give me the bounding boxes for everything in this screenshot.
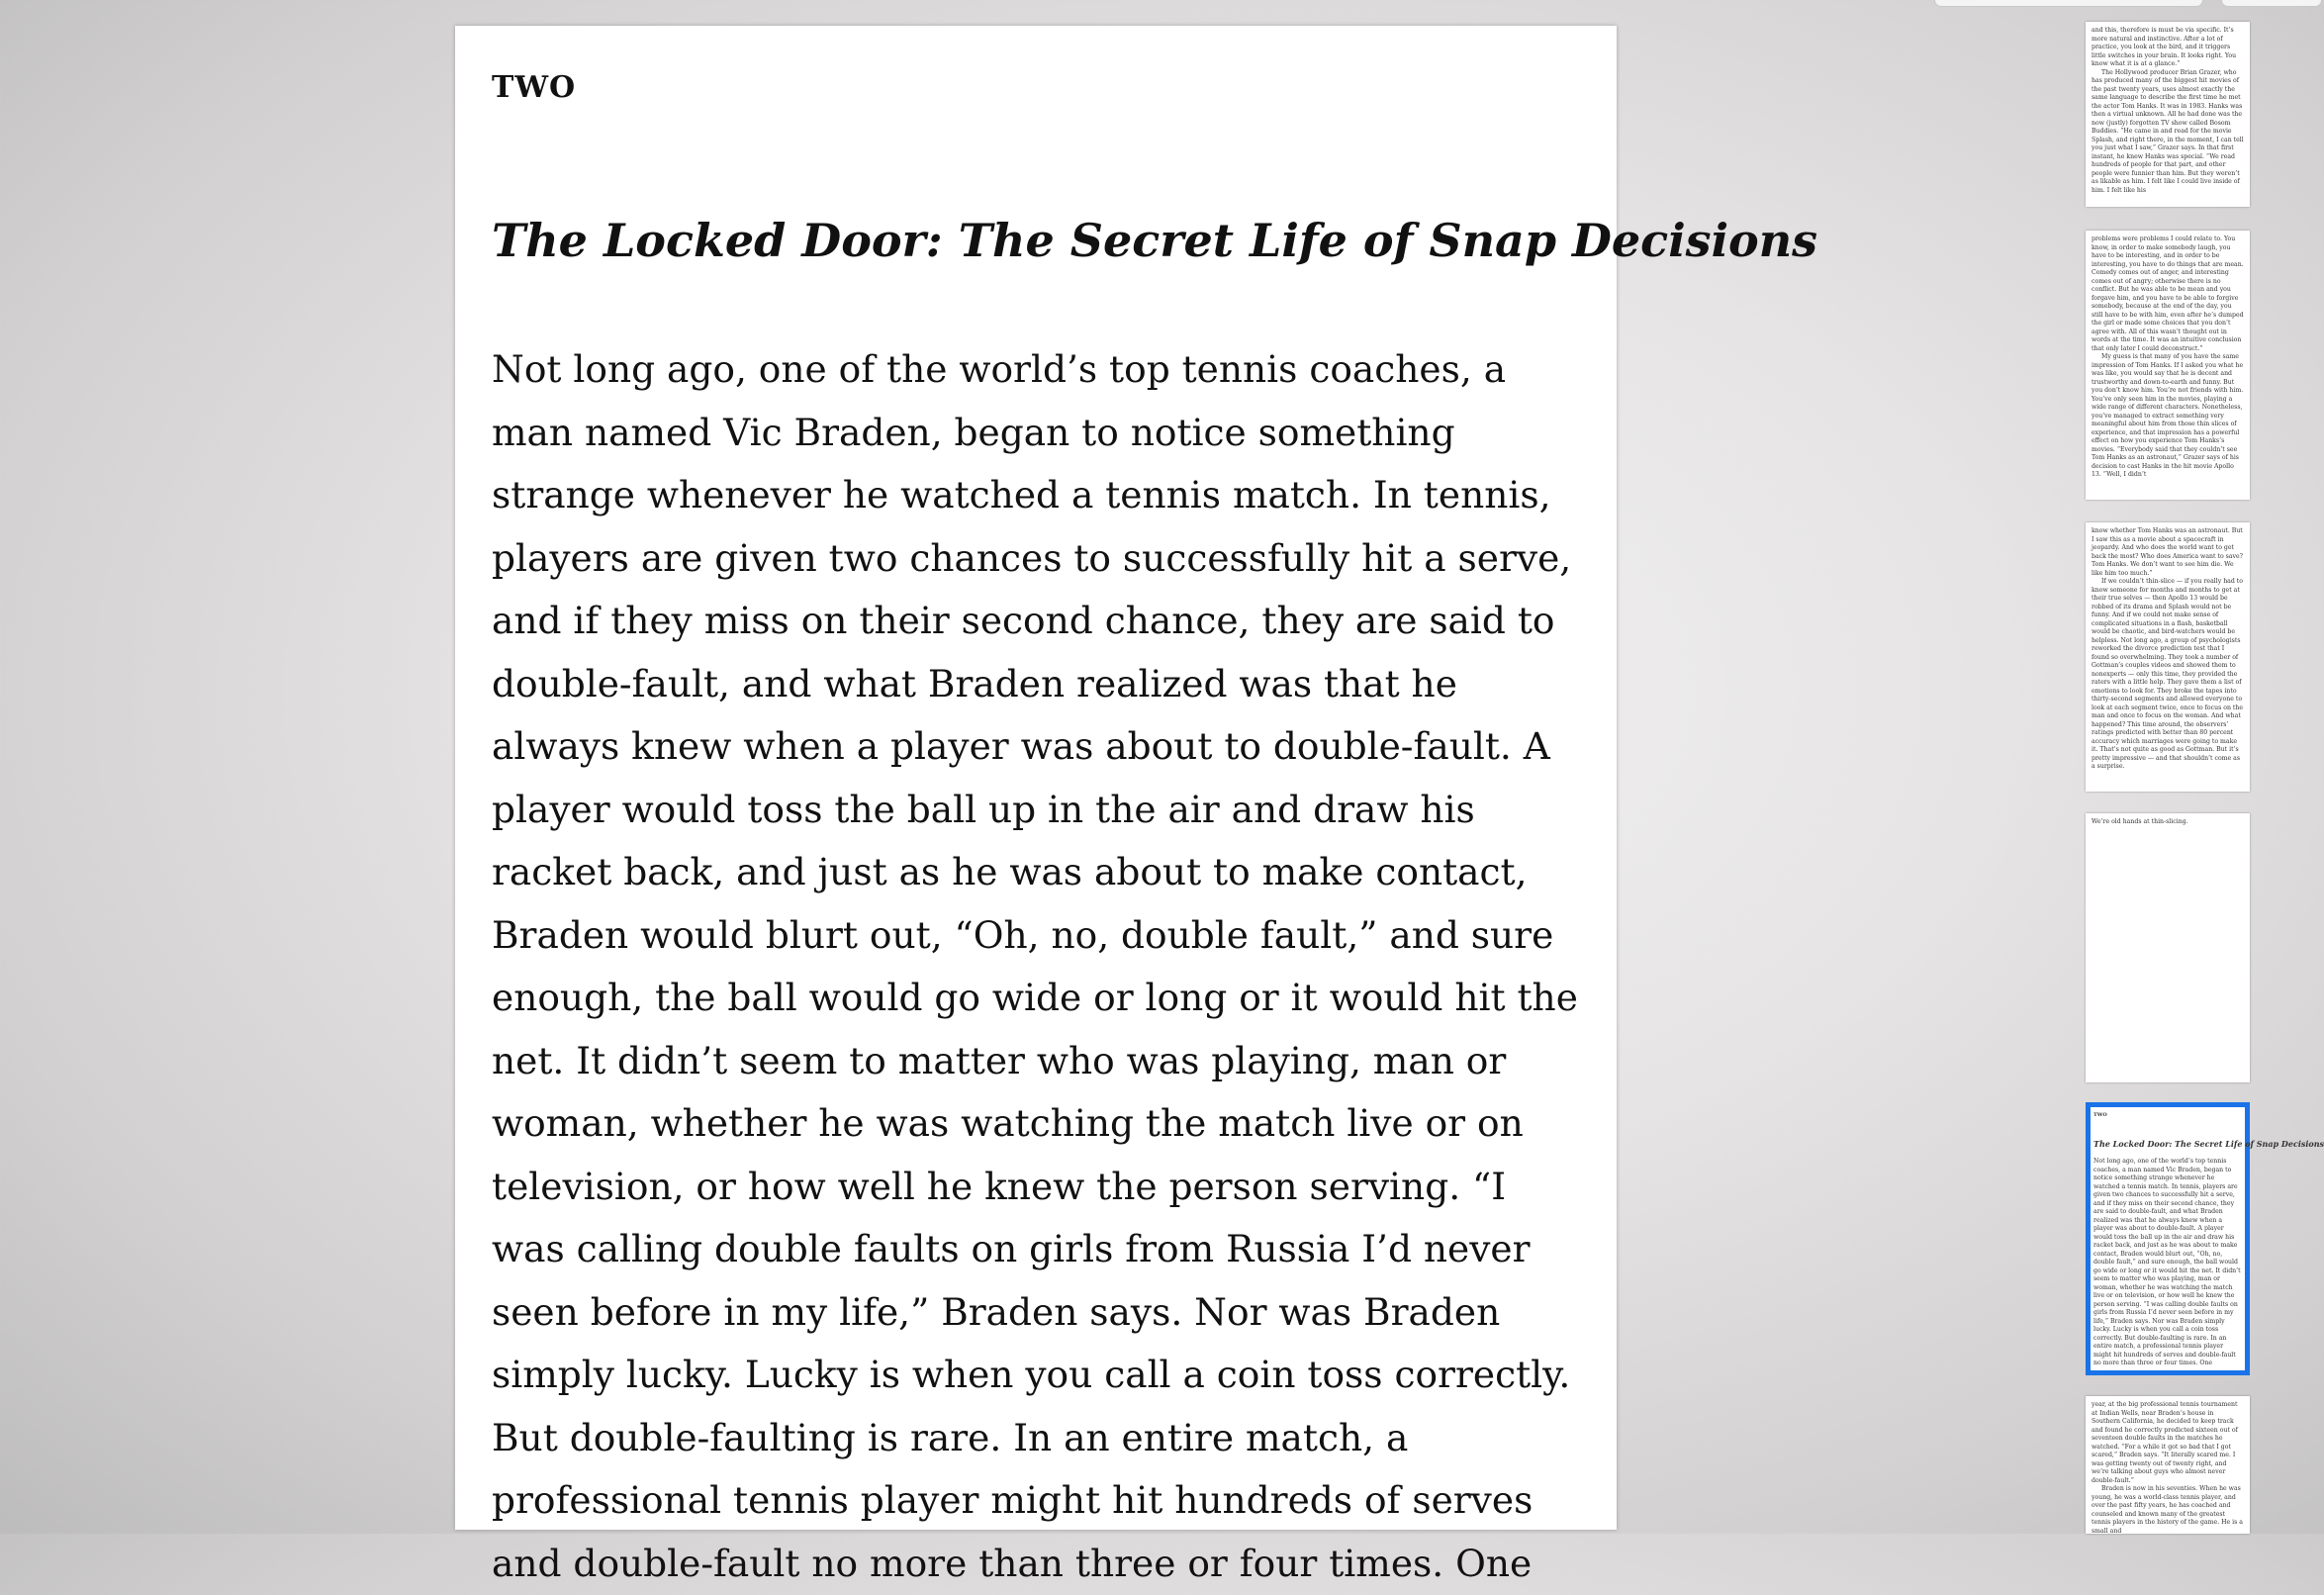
thumbnail-paragraph: The Hollywood producer Brian Grazer, who has produced many of the biggest hit movies of the past twenty years, uses almost exactly the same language to describe the first time he met the actor Tom Hanks. It was in 1983. Hanks was then a virtual unknown. All he had done was the now (justly) forgotten TV show called Bosom Buddies. “He came in and read for the movie Splash, and right there, in the moment, I can tell you just what I saw,” Grazer says. In that first instant, he knew Hanks was special. “We read hundreds of people for that part, and other people were funnier than him. But they weren’t as likable as him. I felt like I could live inside of him. I felt like his — [2092, 68, 2244, 194]
thumbnail-paragraph: know whether Tom Hanks was an astronaut. But I saw this as a movie about a spacecraft in jeopardy. And who does the world want to get back the most? Who does America want to save? Tom Hanks. We don’t want to see him die. We like him too much.” — [2092, 527, 2243, 577]
page-thumbnail[interactable] — [2086, 231, 2250, 500]
chapter-number: TWO — [492, 70, 577, 105]
page-thumbnail[interactable] — [2086, 813, 2250, 1082]
thumbnail-paragraph: If we couldn’t thin-slice — if you really had to know someone for months and months to get at their true selves — then Apollo 13 would be robbed of its drama and Splash would not be funny. And if we could not make sense of complicated situations in a flash, basketball would be chaotic, and bird-watchers would be helpless. Not long ago, a group of psychologists reworked the divorce prediction test that I found so overwhelming. They took a number of Gottman’s couples videos and showed them to nonexperts — only this time, they provided the raters with a little help. They gave them a list of emotions to look for. They broke the tapes into thirty-second segments and allowed everyone to look at each segment twice, once to focus on the man and once to focus on the woman. And what happened? This time around, the observers’ ratings predicted with better than 80 percent accuracy which marriages were going to make it. That’s not quite as good as Gottman. But it’s pretty impressive — and that shouldn’t come as a surprise. — [2092, 578, 2244, 770]
thumbnail-paragraph: Not long ago, one of the world’s top tennis coaches, a man named Vic Braden, began to notice something strange whenever he watched a tennis match. In tennis, players are given two chances to successfully hit a serve, and if they miss on their second chance, they are said to double-fault, and what Braden realized was that he always knew when a player was about to double-fault. A player would toss the ball up in the air and draw his racket back, and just as he was about to make contact, Braden would blurt out, “Oh, no, double fault,” and sure enough, the ball would go wide or long or it would hit the net. It didn’t seem to matter who was playing, man or woman, whether he was watching the match live or on television, or how well he knew the person serving. “I was calling double faults on girls from Russia I’d never seen before in my life,” Braden says. Nor was Braden simply lucky. Lucky is when you call a coin toss correctly. But double-faulting is rare. In an entire match, a professional tennis player might hit hundreds of serves and double-fault no more than three or four times. One — [2093, 1158, 2241, 1366]
toolbar-button-left[interactable] — [1934, 0, 2203, 7]
thumbnail-sidebar[interactable] — [2078, 20, 2324, 1535]
page-thumbnail[interactable] — [2086, 522, 2250, 792]
thumbnail-paragraph: We’re old hands at thin-slicing. — [2092, 818, 2188, 825]
thumbnail-chapter-number: TWO — [2093, 1112, 2107, 1118]
page-thumbnail[interactable] — [2086, 22, 2250, 207]
thumbnail-paragraph: My guess is that many of you have the same impression of Tom Hanks. If I asked you what he was like, you would say that he is decent and trustworthy and down-to-earth and funny. But you don’t know him. You’re not friends with him. You’ve only seen him in the movies, playing a wide range of different characters. Nonetheless, you’ve managed to extract something very meaningful about him from those thin slices of experience, and that impression has a powerful effect on how you experience Tom Hanks’s movies. “Everybody said that they couldn’t see Tom Hanks as an astronaut,” Grazer says of his decision to cast Hanks in the hit movie Apollo 13. “Well, I didn’t — [2092, 353, 2244, 478]
page-thumbnail-selected[interactable] — [2086, 1102, 2324, 1375]
chapter-title: The Locked Door: The Secret Life of Snap Decisions — [492, 214, 1818, 267]
thumbnail-paragraph: year, at the big professional tennis tournament at Indian Wells, near Braden’s house in Southern California, he decided to keep track and found he correctly predicted sixteen out of seventeen double faults in the matches he watched. “For a while it got so bad that I got scared,” Braden says. “It literally scared me. I was getting twenty out of twenty right, and we’re talking about guys who almost never double-fault.” — [2092, 1401, 2238, 1484]
thumbnail-paragraph: and this, therefore is must be via specific. It’s more natural and instinctive. After a lot of practice, you look at the bird, and it triggers little switches in your brain. It looks right. You know what it is at a glance.” — [2092, 27, 2237, 67]
document-page — [455, 26, 1818, 1585]
toolbar-button-right[interactable] — [2221, 0, 2322, 7]
thumbnail-chapter-title: The Locked Door: The Secret Life of Snap Decisions — [2093, 1138, 2324, 1149]
body-paragraph: Not long ago, one of the world’s top tennis coaches, a man named Vic Braden, began to notice something strange whenever he watched a tennis match. In tennis, players are given two chances to successfully hit a serve, and if they miss on their second chance, they are said to double-fault, and what Braden realized was that he always knew when a player was about to double-fault. A player would toss the ball up in the air and draw his racket back, and just as he was about to make contact, Braden would blurt out, “Oh, no, double fault,” and sure enough, the ball would go wide or long or it would hit the net. It didn’t seem to matter who was playing, man or woman, whether he was watching the match live or on television, or how well he knew the person serving. “I was calling double faults on girls from Russia I’d never seen before in my life,” Braden says. Nor was Braden simply lucky. Lucky is when you call a coin toss correctly. But double-faulting is rare. In an entire match, a professional tennis player might hit hundreds of serves and double-fault no more than three or four times. One — [492, 347, 1578, 1585]
page-thumbnail[interactable] — [2086, 1396, 2250, 1534]
thumbnail-paragraph: problems were problems I could relate to. You know, in order to make somebody laugh, you have to be interesting, and in order to be interesting, you have to do things that are mean. Comedy comes out of anger, and interesting comes out of angry; otherwise there is no conflict. But he was able to be mean and you forgave him, and you have to be able to forgive somebody, because at the end of the day, you still have to be with him, even after he’s dumped the girl or made some choices that you don’t agree with. All of this wasn’t thought out in words at the time. It was an intuitive conclusion that only later I could deconstruct.” — [2092, 235, 2244, 352]
thumbnail-paragraph: Braden is now in his seventies. When he was young, he was a world-class tennis player, and over the past fifty years, he has coached and counseled and known many of the greatest tennis players in the history of the game. He is a small and — [2092, 1485, 2243, 1535]
